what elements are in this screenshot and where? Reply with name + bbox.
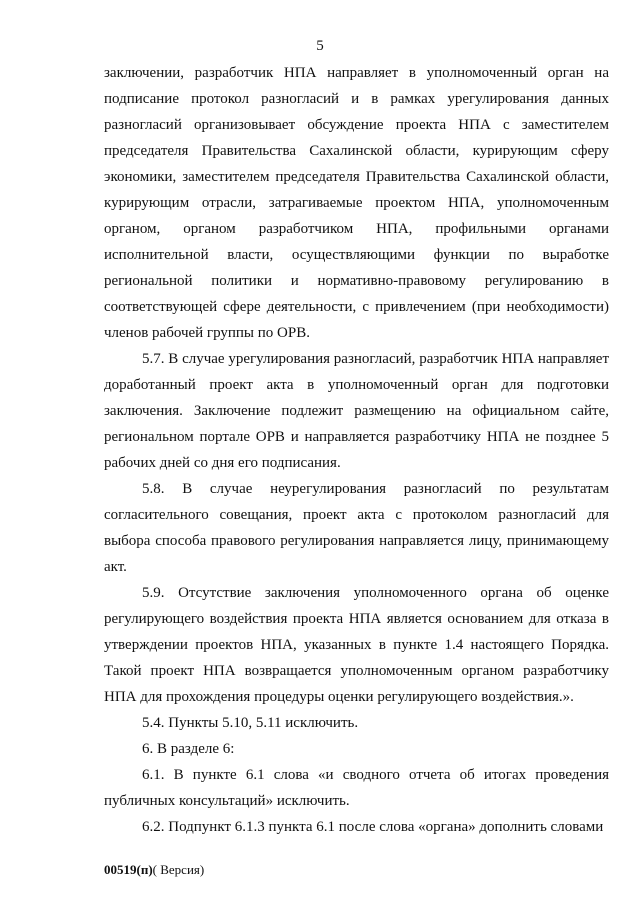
paragraph-5-9: 5.9. Отсутствие заключения уполномоченного органа об оценке регулирующего воздействия проекта НПА является основанием для отказа в утверждении проектов НПА, указанных в пункте 1.4 настоящего Порядка. Такой проект НПА возвращается уполномоченным органом разработчику НПА для прохождения процедуры оценки регулирующего воздействия.». bbox=[104, 585, 609, 705]
paragraph-6-2: 6.2. Подпункт 6.1.3 пункта 6.1 после слова «органа» дополнить словами bbox=[142, 819, 604, 835]
paragraph-6: 6. В разделе 6: bbox=[142, 741, 235, 757]
document-footer bbox=[104, 862, 204, 878]
paragraph-continuation: заключении, разработчик НПА направляет в уполномоченный орган на подписание протокол разногласий и в рамках урегулирования данных разногласий организовывает обсуждение проекта НПА с заместителем председателя Правительства Сахалинской области, курирующим сферу экономики, заместителем председателя Правительства Сахалинской области, курирующим отрасли, затрагиваемые проектом НПА, уполномоченным органом, органом разработчиком НПА, профильными органами исполнительной власти, осуществляющими функции по выработке региональной политики и нормативно-правовому регулированию в соответствующей сфере деятельности, с привлечением (при необходимости) членов рабочей группы по ОРВ. bbox=[104, 65, 609, 341]
paragraph-5-4: 5.4. Пункты 5.10, 5.11 исключить. bbox=[142, 715, 359, 731]
document-code: 00519(п) bbox=[104, 862, 153, 877]
paragraph-6-1: 6.1. В пункте 6.1 слова «и сводного отчета об итогах проведения публичных консультаций» исключить. bbox=[104, 767, 609, 809]
paragraph-5-7: 5.7. В случае урегулирования разногласий, разработчик НПА направляет доработанный проект акта в уполномоченный орган для подготовки заключения. Заключение подлежит размещению на официальном сайте, региональном портале ОРВ и направляется разработчику НПА не позднее 5 рабочих дней со дня его подписания. bbox=[104, 351, 609, 471]
paragraph-5-8: 5.8. В случае неурегулирования разногласий по результатам согласительного совещания, проект акта с протоколом разногласий для выбора способа правового регулирования направляется лицу, принимающему акт. bbox=[104, 481, 609, 575]
page-number: 5 bbox=[316, 38, 324, 54]
document-version: ( Версия) bbox=[152, 862, 205, 877]
document-body bbox=[104, 60, 609, 840]
